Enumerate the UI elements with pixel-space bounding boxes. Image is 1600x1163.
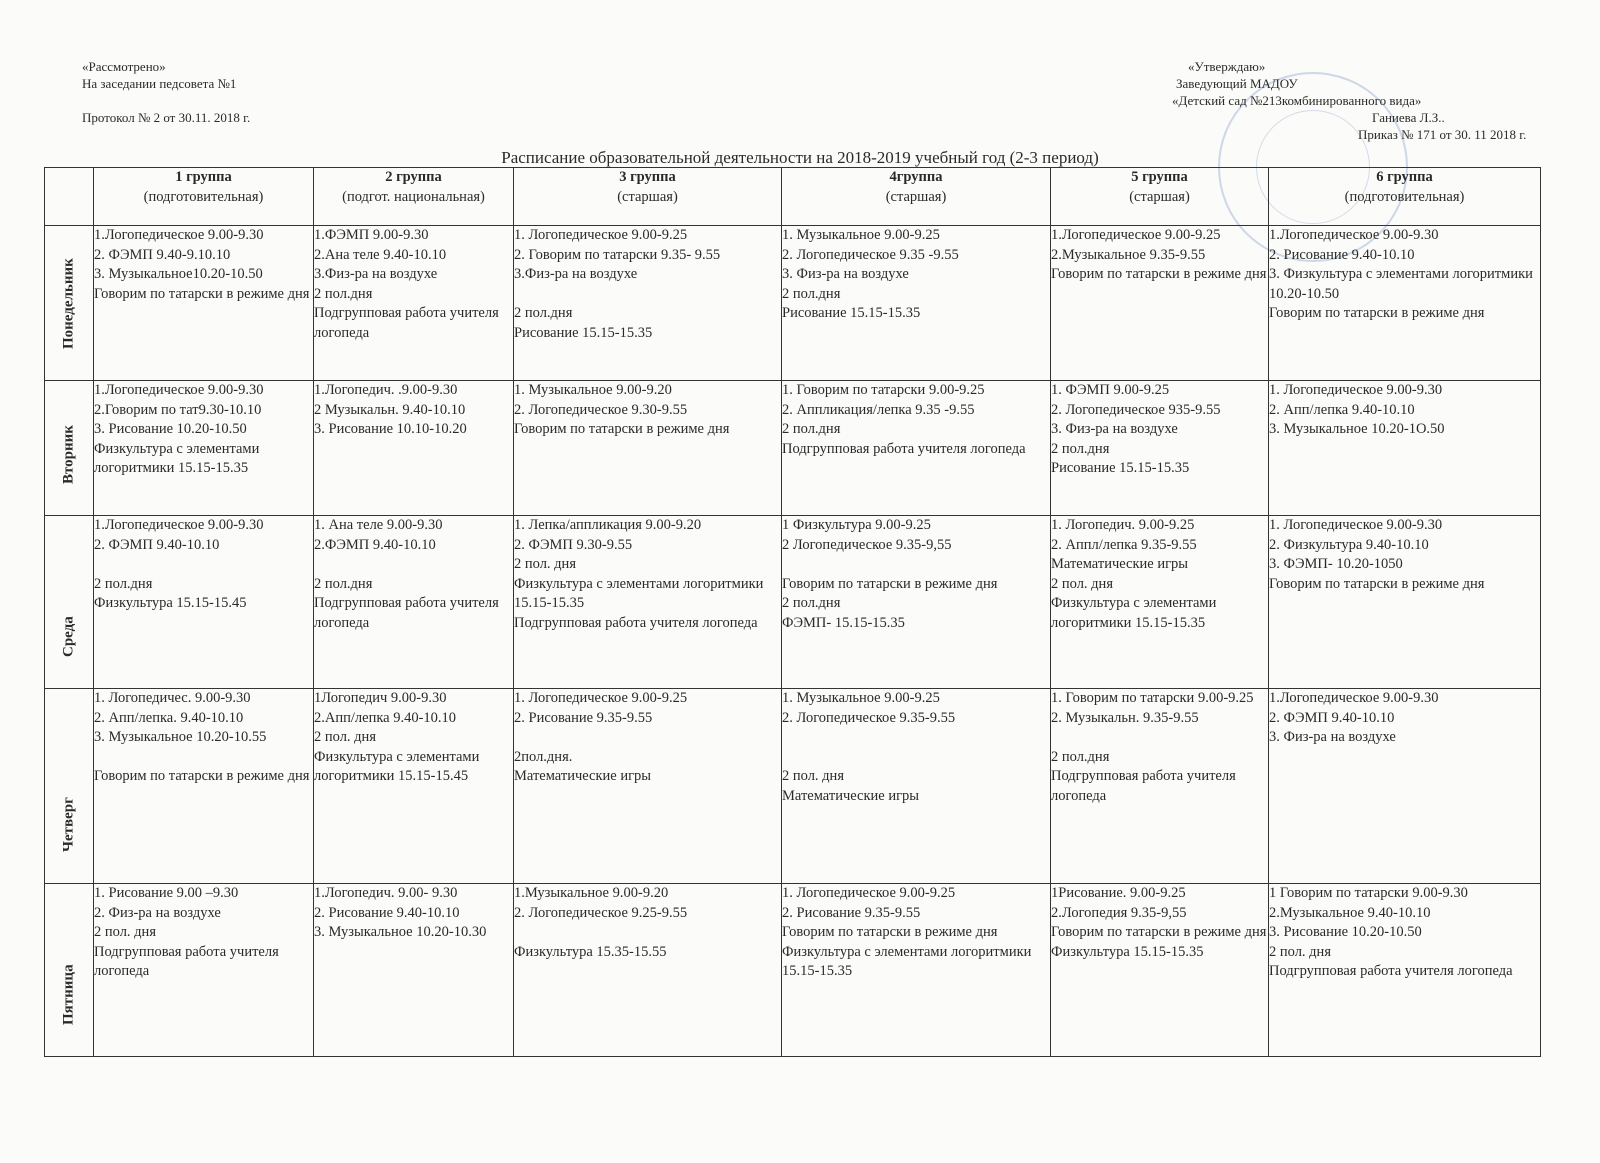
schedule-cell: 1. Музыкальное 9.00-9.25 2. Логопедическое 9.35 -9.55 3. Физ-ра на воздухе 2 пол.дня Рисование 15.15-15.35 bbox=[782, 226, 1051, 381]
protocol-label: Протокол № 2 от 30.11. 2018 г. bbox=[82, 110, 251, 125]
group-type: (подгот. национальная) bbox=[342, 188, 485, 205]
day-row-friday bbox=[45, 884, 1541, 1057]
schedule-cell: 1. Музыкальное 9.00-9.20 2. Логопедическое 9.30-9.55 Говорим по татарски в режиме дня bbox=[514, 381, 782, 516]
day-label-cell bbox=[45, 226, 94, 381]
group-name: 6 группа bbox=[1376, 169, 1433, 185]
schedule-cell: 1 Физкультура 9.00-9.25 2 Логопедическое 9.35-9,55 Говорим по татарски в режиме дня 2 пол.дня ФЭМП- 15.15-15.35 bbox=[782, 516, 1051, 689]
schedule-cell: 1. Логопедич. 9.00-9.25 2. Аппл/лепка 9.35-9.55 Математические игры 2 пол. дня Физкультура с элементами логоритмики 15.15-15.35 bbox=[1051, 516, 1269, 689]
group-name: 5 группа bbox=[1131, 169, 1188, 185]
head-position-label: Заведующий МАДОУ bbox=[1176, 76, 1298, 91]
kindergarten-name: «Детский сад №213комбинированного вида» bbox=[1172, 93, 1422, 108]
group-header-row bbox=[45, 168, 1541, 226]
schedule-cell: 1. Логопедическое 9.00-9.30 2. Апп/лепка 9.40-10.10 3. Музыкальное 10.20-1О.50 bbox=[1269, 381, 1541, 516]
council-meeting-label: На заседании педсовета №1 bbox=[82, 76, 237, 91]
day-label-cell bbox=[45, 381, 94, 516]
group-type: (старшая) bbox=[1129, 188, 1190, 205]
schedule-cell: 1. Логопедическое 9.00-9.30 2. Физкультура 9.40-10.10 3. ФЭМП- 10.20-1050 Говорим по татарски в режиме дня bbox=[1269, 516, 1541, 689]
schedule-cell: 1. Рисование 9.00 –9.30 2. Физ-ра на воздухе 2 пол. дня Подгрупповая работа учителя логопеда bbox=[94, 884, 314, 1057]
group-header bbox=[782, 168, 1051, 226]
day-label-cell bbox=[45, 689, 94, 884]
day-row-monday bbox=[45, 226, 1541, 381]
group-name: 2 группа bbox=[385, 169, 442, 185]
day-row-tuesday bbox=[45, 381, 1541, 516]
page-title: Расписание образовательной деятельности на 2018-2019 учебный год (2-3 период) bbox=[501, 148, 1099, 167]
schedule-cell: 1. Логопедическое 9.00-9.25 2. Говорим по татарски 9.35- 9.55 3.Физ-ра на воздухе 2 пол.дня Рисование 15.15-15.35 bbox=[514, 226, 782, 381]
group-type: (подготовительная) bbox=[143, 188, 264, 205]
corner-cell bbox=[45, 168, 94, 226]
schedule-cell: 1. Логопедичес. 9.00-9.30 2. Апп/лепка. 9.40-10.10 3. Музыкальное 10.20-10.55 Говорим по татарски в режиме дня bbox=[94, 689, 314, 884]
schedule-cell: 1. Говорим по татарски 9.00-9.25 2. Музыкальн. 9.35-9.55 2 пол.дня Подгрупповая работа учителя логопеда bbox=[1051, 689, 1269, 884]
header-right-block bbox=[1100, 58, 1527, 143]
group-header bbox=[94, 168, 314, 226]
schedule-cell: 1.Логопедическое 9.00-9.30 2. ФЭМП 9.40-10.10 2 пол.дня Физкультура 15.15-15.45 bbox=[94, 516, 314, 689]
schedule-cell: 1. ФЭМП 9.00-9.25 2. Логопедическое 935-9.55 3. Физ-ра на воздухе 2 пол.дня Рисование 15.15-15.35 bbox=[1051, 381, 1269, 516]
schedule-cell: 1. Логопедическое 9.00-9.25 2. Рисование 9.35-9.55 2пол.дня. Математические игры bbox=[514, 689, 782, 884]
header-left-block bbox=[82, 58, 250, 126]
group-type: (подготовительная) bbox=[1344, 188, 1465, 205]
schedule-cell: 1Логопедич 9.00-9.30 2.Апп/лепка 9.40-10.10 2 пол. дня Физкультура с элементами логоритмики 15.15-15.45 bbox=[314, 689, 514, 884]
considered-label: «Рассмотрено» bbox=[82, 59, 166, 74]
day-label-cell bbox=[45, 516, 94, 689]
schedule-cell: 1.Логопедическое 9.00-9.25 2.Музыкальное 9.35-9.55 Говорим по татарски в режиме дня bbox=[1051, 226, 1269, 381]
group-name: 3 группа bbox=[619, 169, 676, 185]
group-type: (старшая) bbox=[617, 188, 678, 205]
schedule-cell: 1Рисование. 9.00-9.25 2.Логопедия 9.35-9,55 Говорим по татарски в режиме дня Физкультура 15.15-15.35 bbox=[1051, 884, 1269, 1057]
schedule-cell: 1. Логопедическое 9.00-9.25 2. Рисование 9.35-9.55 Говорим по татарски в режиме дня Физкультура с элементами логоритмики 15.15-15.35 bbox=[782, 884, 1051, 1057]
day-label-cell bbox=[45, 884, 94, 1057]
day-label: Среда bbox=[60, 615, 77, 657]
day-row-wednesday bbox=[45, 516, 1541, 689]
day-label: Пятница bbox=[60, 963, 77, 1025]
schedule-cell: 1.Логопедическое 9.00-9.30 2. ФЭМП 9.40-10.10 3. Физ-ра на воздухе bbox=[1269, 689, 1541, 884]
schedule-cell: 1.Логопедическое 9.00-9.30 2. ФЭМП 9.40-9.10.10 3. Музыкальное10.20-10.50 Говорим по татарски в режиме дня bbox=[94, 226, 314, 381]
head-name: Ганиева Л.З.. bbox=[1372, 110, 1445, 125]
approve-label: «Утверждаю» bbox=[1188, 59, 1266, 74]
schedule-table bbox=[44, 167, 1541, 1057]
day-label: Понедельник bbox=[60, 257, 77, 349]
schedule-cell: 1. Музыкальное 9.00-9.25 2. Логопедическое 9.35-9.55 2 пол. дня Математические игры bbox=[782, 689, 1051, 884]
schedule-cell: 1. Говорим по татарски 9.00-9.25 2. Аппликация/лепка 9.35 -9.55 2 пол.дня Подгрупповая работа учителя логопеда bbox=[782, 381, 1051, 516]
schedule-cell: 1.Музыкальное 9.00-9.20 2. Логопедическое 9.25-9.55 Физкультура 15.35-15.55 bbox=[514, 884, 782, 1057]
schedule-cell: 1.Логопедич. 9.00- 9.30 2. Рисование 9.40-10.10 3. Музыкальное 10.20-10.30 bbox=[314, 884, 514, 1057]
group-header bbox=[1269, 168, 1541, 226]
group-header bbox=[1051, 168, 1269, 226]
schedule-cell: 1.ФЭМП 9.00-9.30 2.Ана теле 9.40-10.10 3.Физ-ра на воздухе 2 пол.дня Подгрупповая работа учителя логопеда bbox=[314, 226, 514, 381]
group-name: 4группа bbox=[889, 169, 943, 185]
schedule-cell: 1.Логопедическое 9.00-9.30 2.Говорим по тат9.30-10.10 3. Рисование 10.20-10.50 Физкультура с элементами логоритмики 15.15-15.35 bbox=[94, 381, 314, 516]
schedule-cell: 1. Ана теле 9.00-9.30 2.ФЭМП 9.40-10.10 2 пол.дня Подгрупповая работа учителя логопеда bbox=[314, 516, 514, 689]
group-type: (старшая) bbox=[885, 188, 947, 205]
day-row-thursday bbox=[45, 689, 1541, 884]
day-label: Четверг bbox=[60, 796, 77, 852]
day-label: Вторник bbox=[60, 424, 77, 484]
schedule-cell: 1 Говорим по татарски 9.00-9.30 2.Музыкальное 9.40-10.10 3. Рисование 10.20-10.50 2 пол. дня Подгрупповая работа учителя логопеда bbox=[1269, 884, 1541, 1057]
group-header bbox=[314, 168, 514, 226]
schedule-cell: 1.Логопедич. .9.00-9.30 2 Музыкальн. 9.40-10.10 3. Рисование 10.10-10.20 bbox=[314, 381, 514, 516]
order-label: Приказ № 171 от 30. 11 2018 г. bbox=[1358, 127, 1527, 142]
schedule-cell: 1.Логопедическое 9.00-9.30 2. Рисование 9.40-10.10 3. Физкультура с элементами логоритмики 10.20-10.50 Говорим по татарски в режиме дня bbox=[1269, 226, 1541, 381]
group-header bbox=[514, 168, 782, 226]
schedule-cell: 1. Лепка/аппликация 9.00-9.20 2. ФЭМП 9.30-9.55 2 пол. дня Физкультура с элементами логоритмики 15.15-15.35 Подгрупповая работа учителя логопеда bbox=[514, 516, 782, 689]
group-name: 1 группа bbox=[175, 169, 232, 185]
